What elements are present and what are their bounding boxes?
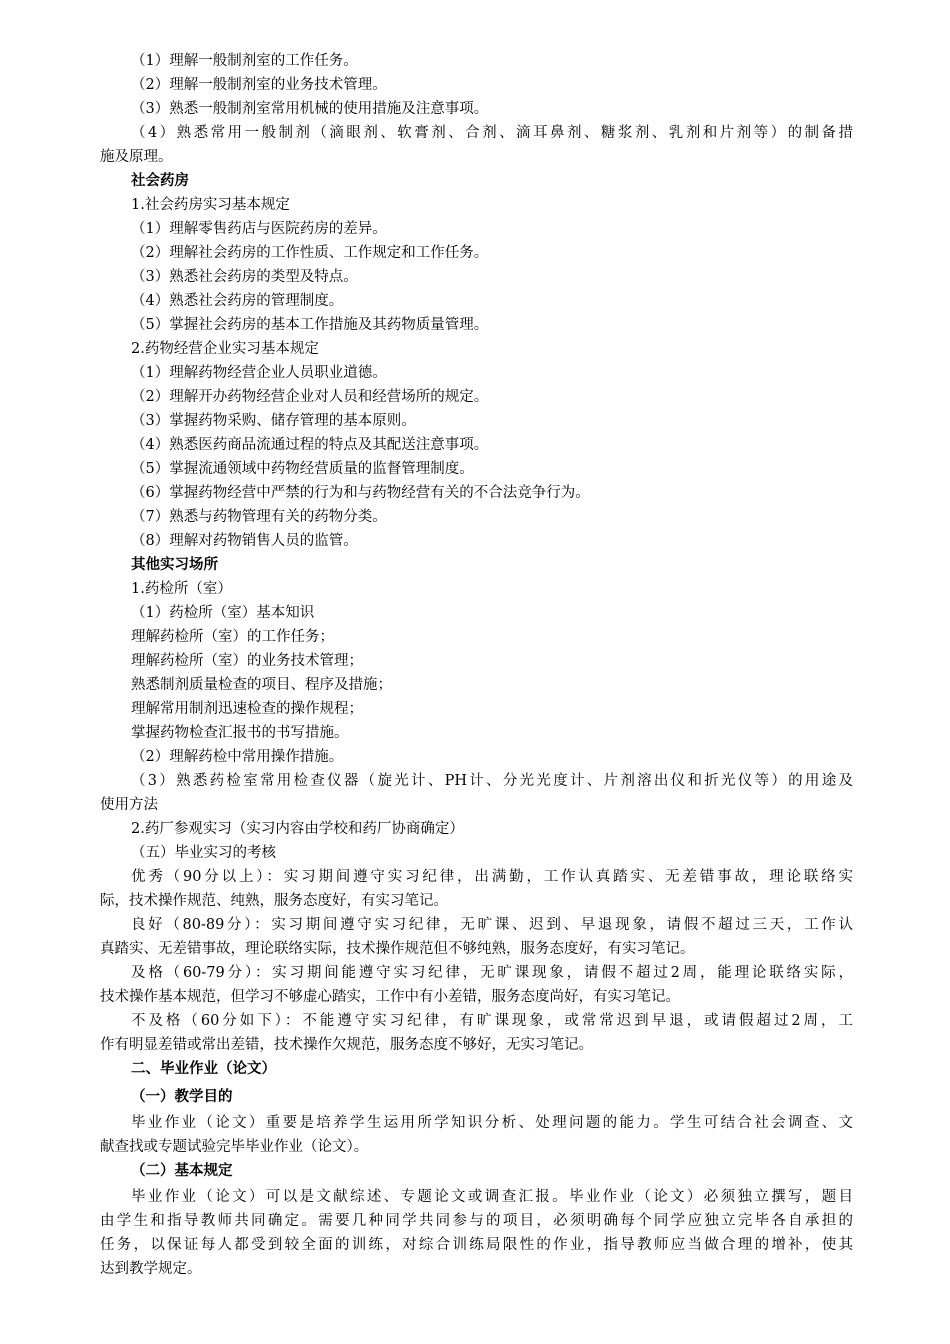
subsection-heading: 1.社会药房实习基本规定 xyxy=(131,197,290,213)
text-line: 及格（60-79分）：实习期间能遵守实习纪律，无旷课现象，请假不超过2周，能理论联络实际， xyxy=(131,965,853,981)
text-line: 理解药检所（室）的工作任务； xyxy=(131,629,334,645)
subsection-heading: （五）毕业实习的考核 xyxy=(131,845,276,861)
text-line: （1）理解一般制剂室的工作任务。 xyxy=(131,53,358,69)
text-line: （4）熟悉医药商品流通过程的特点及其配送注意事项。 xyxy=(131,437,489,453)
text-line: 毕业作业（论文）重要是培养学生运用所学知识分析、处理问题的能力。学生可结合社会调查、文 xyxy=(131,1115,853,1131)
text-line: 由学生和指导教师共同确定。需要几种同学共同参与的项目，必须明确每个同学应独立完毕各自承担的 xyxy=(100,1213,853,1229)
text-line: （2）理解开办药物经营企业对人员和经营场所的规定。 xyxy=(131,389,489,405)
text-line: 真踏实、无差错事故，理论联络实际，技术操作规范但不够纯熟，服务态度好，有实习笔记。 xyxy=(100,941,695,957)
subsection-heading: 1.药检所（室） xyxy=(131,581,232,597)
text-line: （1）理解零售药店与医院药房的差异。 xyxy=(131,221,387,237)
text-line: （3）熟悉药检室常用检查仪器（旋光计、PH计、分光光度计、片剂溶出仪和折光仪等）的用途及 xyxy=(131,773,853,789)
text-line: 达到教学规定。 xyxy=(100,1261,202,1277)
text-line: （2）理解一般制剂室的业务技术管理。 xyxy=(131,77,387,93)
text-line: 熟悉制剂质量检查的项目、程序及措施； xyxy=(131,677,392,693)
text-line: （1）理解药物经营企业人员职业道德。 xyxy=(131,365,387,381)
text-line: （4）熟悉社会药房的管理制度。 xyxy=(131,293,344,309)
text-line: （3）熟悉社会药房的类型及特点。 xyxy=(131,269,358,285)
subsection-heading: （一）教学目的 xyxy=(131,1088,233,1105)
section-heading: 二、毕业作业（论文） xyxy=(131,1060,276,1077)
subsection-heading: 2.药厂参观实习（实习内容由学校和药厂协商确定） xyxy=(131,821,464,837)
text-line: （3）熟悉一般制剂室常用机械的使用措施及注意事项。 xyxy=(131,101,489,117)
text-line: （6）掌握药物经营中严禁的行为和与药物经营有关的不合法竞争行为。 xyxy=(131,485,590,501)
text-line: 理解药检所（室）的业务技术管理； xyxy=(131,653,363,669)
text-line: （5）掌握社会药房的基本工作措施及其药物质量管理。 xyxy=(131,317,489,333)
subsection-heading: 2.药物经营企业实习基本规定 xyxy=(131,341,319,357)
text-line: （8）理解对药物销售人员的监管。 xyxy=(131,533,358,549)
text-line: 际，技术操作规范、纯熟，服务态度好，有实习笔记。 xyxy=(100,893,448,909)
text-line: （1）药检所（室）基本知识 xyxy=(131,605,315,621)
section-heading: 社会药房 xyxy=(131,172,189,189)
text-line: 毕业作业（论文）可以是文献综述、专题论文或调查汇报。毕业作业（论文）必须独立撰写，题目 xyxy=(131,1189,853,1205)
text-line: 作有明显差错或常出差错，技术操作欠规范，服务态度不够好，无实习笔记。 xyxy=(100,1037,593,1053)
text-line: 任务，以保证每人都受到较全面的训练，对综合训练局限性的作业，指导教师应当做合理的增补，使其 xyxy=(100,1237,853,1253)
text-line: （3）掌握药物采购、储存管理的基本原则。 xyxy=(131,413,416,429)
text-line: 献查找或专题试验完毕毕业作业（论文）。 xyxy=(100,1139,369,1155)
text-line: （5）掌握流通领域中药物经营质量的监督管理制度。 xyxy=(131,461,474,477)
subsection-heading: （二）基本规定 xyxy=(131,1162,233,1179)
text-line: 理解常用制剂迅速检查的操作规程； xyxy=(131,701,363,717)
text-line: （4）熟悉常用一般制剂（滴眼剂、软膏剂、合剂、滴耳鼻剂、糖浆剂、乳剂和片剂等）的制备措 xyxy=(131,125,853,141)
text-line: 施及原理。 xyxy=(100,149,173,165)
text-line: 使用方法 xyxy=(100,797,158,813)
text-line: 不及格（60分如下）：不能遵守实习纪律，有旷课现象，或常常迟到早退，或请假超过2周，工 xyxy=(131,1013,853,1029)
text-line: 优秀（90分以上）：实习期间遵守实习纪律，出满勤，工作认真踏实、无差错事故，理论联络实 xyxy=(131,869,853,885)
text-line: （7）熟悉与药物管理有关的药物分类。 xyxy=(131,509,387,525)
text-line: 良好（80-89分）：实习期间遵守实习纪律，无旷课、迟到、早退现象，请假不超过三天，工作认 xyxy=(131,917,853,933)
text-line: 技术操作基本规范，但学习不够虚心踏实，工作中有小差错，服务态度尚好，有实习笔记。 xyxy=(100,989,680,1005)
section-heading: 其他实习场所 xyxy=(131,556,218,573)
text-line: （2）理解社会药房的工作性质、工作规定和工作任务。 xyxy=(131,245,489,261)
text-line: 掌握药物检查汇报书的书写措施。 xyxy=(131,725,349,741)
text-line: （2）理解药检中常用操作措施。 xyxy=(131,749,344,765)
